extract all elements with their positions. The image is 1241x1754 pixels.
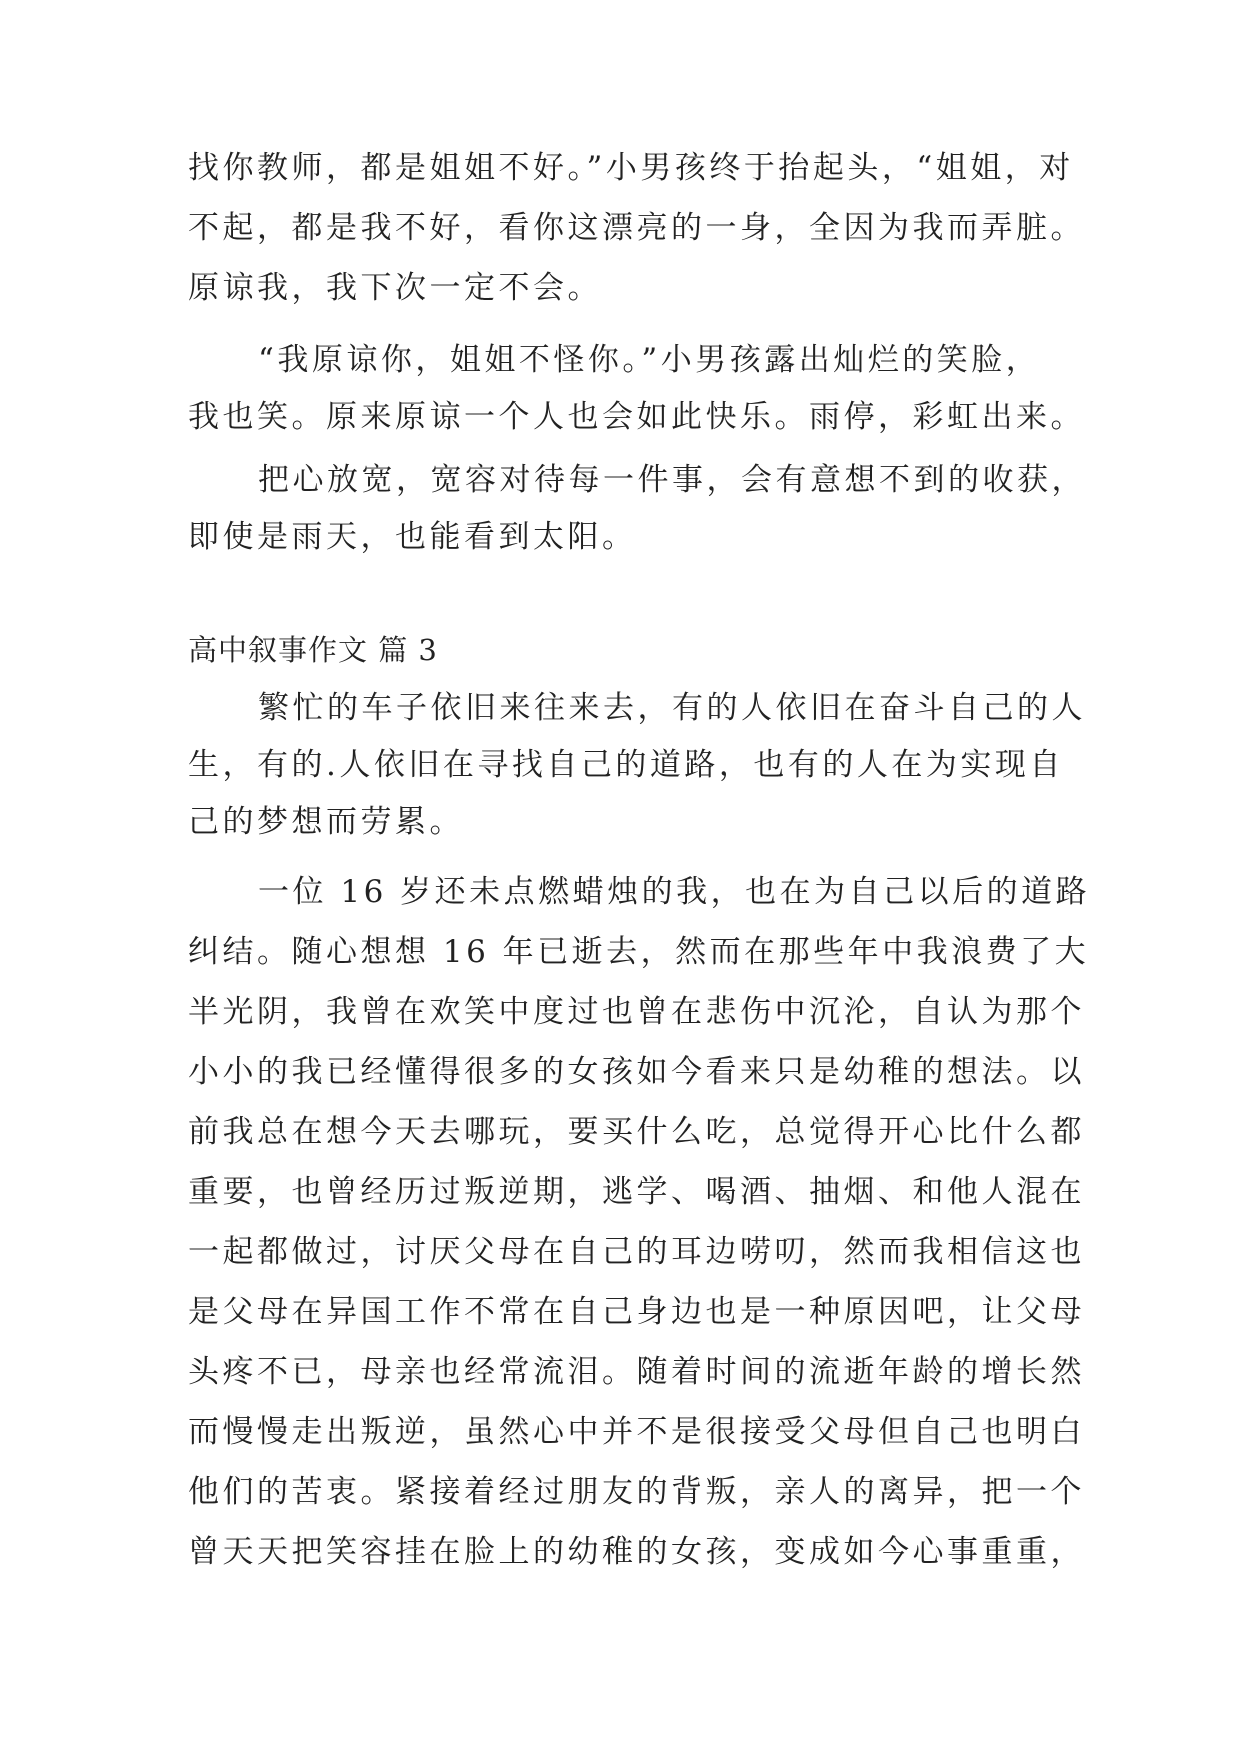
section-paragraph-2-line-4: 小小的我已经懂得很多的女孩如今看来只是幼稚的想法。以 — [188, 1054, 1085, 1090]
section-paragraph-2-line-1: 一位 16 岁还未点燃蜡烛的我，也在为自己以后的道路 — [258, 874, 1091, 910]
paragraph-2-line-1: “我原谅你，姐姐不怪你。”小男孩露出灿烂的笑脸， — [258, 342, 1041, 378]
section-paragraph-2-line-8: 是父母在异国工作不常在自己身边也是一种原因吧，让父母 — [188, 1294, 1085, 1330]
section-paragraph-2-line-5: 前我总在想今天去哪玩，要买什么吃，总觉得开心比什么都 — [188, 1114, 1085, 1150]
section-paragraph-2-line-9: 头疼不已，母亲也经常流泪。随着时间的流逝年龄的增长然 — [188, 1354, 1085, 1390]
section-paragraph-2-line-7: 一起都做过，讨厌父母在自己的耳边唠叨，然而我相信这也 — [188, 1234, 1085, 1270]
section-paragraph-1-line-1: 繁忙的车子依旧来往来去，有的人依旧在奋斗自己的人 — [258, 690, 1086, 726]
paragraph-1-line-2: 不起，都是我不好，看你这漂亮的一身，全因为我而弄脏。 — [188, 210, 1085, 246]
paragraph-3-line-1: 把心放宽，宽容对待每一件事，会有意想不到的收获， — [258, 462, 1086, 498]
paragraph-1-line-1: 找你教师，都是姐姐不好。”小男孩终于抬起头，“姐姐，对 — [188, 150, 1074, 186]
paragraph-2-line-2: 我也笑。原来原谅一个人也会如此快乐。雨停，彩虹出来。 — [188, 399, 1085, 435]
paragraph-1-line-3: 原谅我，我下次一定不会。 — [188, 270, 602, 306]
section-paragraph-2-line-10: 而慢慢走出叛逆，虽然心中并不是很接受父母但自己也明白 — [188, 1414, 1085, 1450]
section-paragraph-2-line-12: 曾天天把笑容挂在脸上的幼稚的女孩，变成如今心事重重， — [188, 1534, 1085, 1570]
section-paragraph-2-line-6: 重要，也曾经历过叛逆期，逃学、喝酒、抽烟、和他人混在 — [188, 1174, 1085, 1210]
section-paragraph-1-line-3: 己的梦想而劳累。 — [188, 804, 464, 840]
paragraph-3-line-2: 即使是雨天，也能看到太阳。 — [188, 519, 637, 555]
section-paragraph-1-line-2: 生，有的.人依旧在寻找自己的道路，也有的人在为实现自 — [188, 747, 1064, 783]
section-paragraph-2-line-11: 他们的苦衷。紧接着经过朋友的背叛，亲人的离异，把一个 — [188, 1474, 1085, 1510]
section-title: 高中叙事作文 篇 3 — [188, 633, 438, 667]
section-paragraph-2-line-2: 纠结。随心想想 16 年已逝去，然而在那些年中我浪费了大 — [188, 934, 1090, 970]
section-paragraph-2-line-3: 半光阴，我曾在欢笑中度过也曾在悲伤中沉沦，自认为那个 — [188, 994, 1085, 1030]
